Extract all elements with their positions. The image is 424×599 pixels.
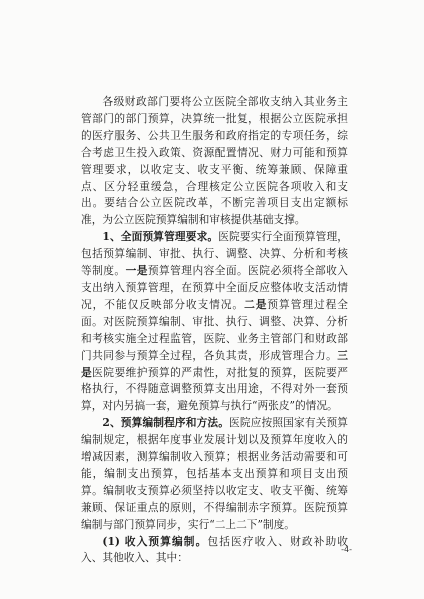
paragraph-text: 医院要维护预算的严肃性，对批复的预算，医院要严格执行，不得随意调整预算支出用途，不得对外一套预算，对内另搞一套，避免预算与执行“两张皮”的情况。: [81, 365, 348, 413]
point-lead: 三是: [81, 348, 348, 379]
paragraph-budget-requirements: [81, 229, 348, 415]
paragraph-income-budget: [81, 534, 348, 568]
section-heading: 2、预算编制程序和方法。: [102, 416, 230, 430]
document-body: [81, 94, 348, 567]
paragraph-text: 医院应按照国家有关预算编制规定，根据年度事业发展计划以及预算年度收入的增减因素，测算编制收入预算；根据业务活动需要和可能，编制支出预算，包括基本支出预算和项目支出预算。编制收支预算必须坚持以收定支、收支平衡、统筹兼顾、保证重点的原则，不得编制赤字预算。医院预算编制与部门预算同步，实行“二上二下”制度。: [81, 416, 348, 531]
paragraph-text: 预算管理内容全面。医院必须将全部收入支出纳入预算管理，在预算中全面反应整体收支活动情况，不能仅反映部分收支情况。: [81, 264, 348, 311]
section-heading: (1) 收入预算编制。: [102, 534, 208, 548]
paragraph-text: 医院要实行全面预算管理，包括预算编制、审批、执行、调整、决算、分析和考核等制度。: [81, 230, 348, 278]
paragraph-text: 各级财政部门要将公立医院全部收支纳入其业务主管部门的部门预算，决算统一批复，根据公立医院承担的医疗服务、公共卫生服务和政府指定的专项任务，综合考虑卫生投入政策、资源配置情况、财力可能和预算管理要求，以收定支、收支平衡、统筹兼顾、保障重点、区分轻重缓急，合理核定公立医院各项收入和支出。要结合公立医院改革，不断完善项目支出定额标准，为公立医院预算编制和审核提供基础支撑。: [81, 95, 348, 227]
paragraph-text: 包括医疗收入、财政补助收入、其他收入、其中：: [81, 534, 348, 565]
paragraph-budget-procedure: [81, 415, 348, 533]
section-heading: 1、全面预算管理要求。: [102, 230, 219, 244]
paragraph-text: 预算管理过程全面。对医院预算编制、审批、执行、调整、决算、分析和考核实施全过程监管，医院、业务主管部门和财政部门共同参与预算全过程，各负其责，形成管理合力。: [81, 297, 348, 362]
point-lead: 二是: [244, 297, 268, 311]
page-number: -4-: [341, 545, 352, 554]
point-lead: 一是: [125, 264, 148, 278]
paragraph-intro: [81, 94, 348, 229]
